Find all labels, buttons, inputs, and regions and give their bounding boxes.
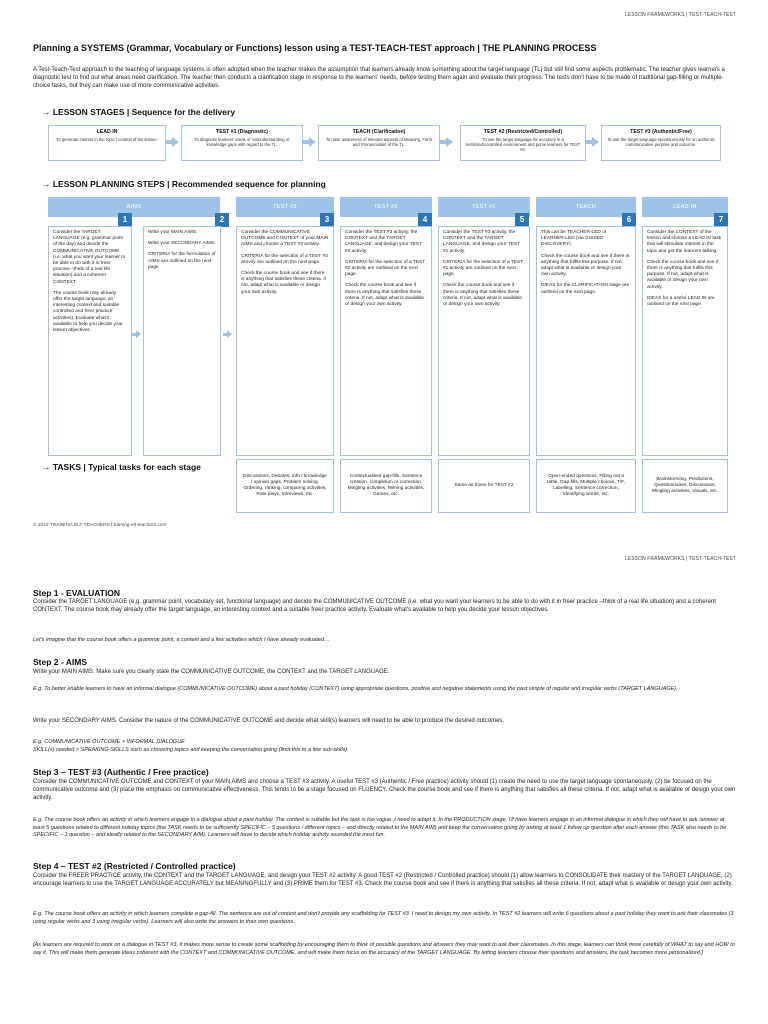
step3-title: Step 3 – TEST #3 (Authentic / Free practice) [33, 767, 209, 777]
page-header: LESSON FRAMEWORKS | TEST-TEACH-TEST [624, 12, 736, 18]
stage-title: LEAD IN [96, 129, 118, 135]
step-text: Write your SECONDARY AIMS. [148, 241, 216, 247]
planning-heading: → LESSON PLANNING STEPS | Recommended sequence for planning [42, 179, 326, 189]
task-box-test2: Contextualised gap-fills, Sentence creation, completion or correction, Mingling activities, Miming activities, Games, etc. [340, 459, 432, 513]
step-column-evaluation [48, 226, 132, 456]
page-title: Planning a SYSTEMS (Grammar, Vocabulary or Functions) lesson using a TEST-TEACH-TEST approach | THE PLANNING PROCESS [33, 43, 597, 53]
column-head-test3: TEST #3 [236, 197, 334, 217]
intro-paragraph: A Test-Teach-Test approach to the teaching of language systems is often adopted when the teacher makes the assumption that learners already know something about the target language (TL) but still find some aspects problematic. The teacher gives learners a diagnostic test to find out what areas need clarification. The teacher then conducts a clarification stage in response to the learners' needs, before testing them again and evaluate their progress. The tests don't have to be made of traditional gap-filling or multiple-choice tasks, but they can make use of more communicative activities. [33, 67, 725, 89]
stage-desc: To generate interest in the topic / context of the lesson. [56, 137, 158, 142]
step4-note: [As learners are required to work on a dialogue in TEST #3, it makes more sense to create some scaffolding by encouraging them to think of possible questions and answers they may want to ask their classmates. In this stage, learners can think more carefully of WHAT to say and HOW to say it. This will make them generate ideas coherent with the CONTEXT and COMMUNICATIVE OUTCOME, and will make them focus on the accuracy of the TARGET LANGUAGE. By letting learners choose their questions and answers, the task becomes more personalized.] [33, 942, 735, 956]
step-text: IDEAS for the CLARIFICATION stage are outlined on the next page. [541, 283, 630, 295]
copyright-line: © 2019 TRAINING ELT TEACHERS | training-elt-teachers.com [33, 523, 167, 528]
arrow-right-icon [309, 137, 316, 147]
page-header: LESSON FRAMEWORKS | TEST-TEACH-TEST [624, 556, 736, 562]
step4-text: Consider the FREER PRACTICE activity, the CONTEXT and the TARGET LANGUAGE, and design your TEST #2 activity. A good TEST #2 (Restricted / Controlled practice) should (1) allow learners to CONSOLIDATE their mastery of the TARGET LANGUAGE, (2) encourage learners to use the TARGET LANGUAGE ACCURATELY but MEANINGFULLY and (3) PRIME them for TEST #3. Check the course book and see if there is anything that satisfies all these criteria. If not, adapt what is available or design your own activity. [33, 873, 733, 887]
column-head-test1: TEST #1 [438, 197, 530, 217]
step-number-badge: 6 [622, 213, 636, 227]
step-text: CRITERIA for the formulation of AIMS are outlined on the next page [148, 252, 216, 270]
step2-example2a: E.g. COMMUNICATIVE OUTCOME > INFORMAL DIALOGUE [33, 739, 185, 745]
step-text: Check the course book and see if there is anything that satisfies these criteria. If not, adapt what is available or design your own activity. [443, 283, 522, 308]
step-column-lead-in [642, 226, 728, 456]
lesson-stages-heading: → LESSON STAGES | Sequence for the delivery [42, 107, 236, 117]
step-number-badge: 7 [714, 213, 728, 227]
task-box-test1: Same as those for TEST #2 [438, 459, 530, 513]
step2-title: Step 2 - AIMS [33, 657, 87, 667]
step-column-test3 [236, 226, 334, 456]
step-text: Consider the TEST #3 activity, the CONTEXT and the TARGET LANGUAGE, and design your TEST #1 activity. [443, 230, 520, 254]
stage-desc: To raise awareness of relevant aspects of Meaning, Form and Pronunciation of the TL. [325, 137, 433, 148]
step4-title: Step 4 – TEST #2 (Restricted / Controlled practice) [33, 861, 236, 871]
stage-box-lead-in [48, 125, 166, 161]
column-head-teach: TEACH [536, 197, 636, 217]
step-text: Consider the TEST #3 activity, the CONTEXT and the TARGET LANGUAGE, and design your TEST #2 activity. [345, 230, 422, 254]
arrow-right-icon [227, 330, 232, 338]
step-text: Consider the TARGET LANGUAGE (e.g. grammar point of the day) and decide the COMMUNICATIVE OUTCOME (i.e. what you want your learner to be able to do with it in freer practice –think of a real life situation) and a coherent CONTEXT. [53, 230, 126, 285]
stage-box-test3 [601, 125, 721, 161]
step-text: The course book may already offer the target language, an interesting context and suitable controlled and freer practice activities). Evaluate what's available to help you decide your lesson objectives. [53, 290, 123, 334]
stage-title: TEACH (Clarification) [352, 129, 406, 135]
step-number-badge: 1 [118, 213, 132, 227]
step-text: Consider the COMMUNICATIVE OUTCOME and CONTEXT of your MAIN AIMS and choose a TEST #3 activity. [241, 230, 329, 248]
stage-title: TEST #3 (Authentic/Free) [630, 129, 692, 135]
stage-desc: To use the target language spontaneously for an authentic communicative purpose and outcome. [607, 137, 715, 148]
stage-title: TEST #2 (Restricted/Controlled) [483, 129, 563, 135]
stage-box-test1 [181, 125, 303, 161]
task-box-test3: Discussions, Debates, Info / knowledge / opinion gaps, Problem solving, Ordering, ranking, comparing activities, Role-plays, Interviews, etc. [236, 459, 334, 513]
task-box-lead-in: Brainstorming, Predictions, Questionnaires, Discussions, Mingling activities, Visuals, etc. [642, 459, 728, 513]
step-text: Write your MAIN AIMS. [148, 230, 198, 235]
step-text: Check the course book and see if there is anything that fulfils this purpose. If not, adapt what is available or design your own activity. [647, 259, 719, 290]
arrow-right-icon [446, 137, 453, 147]
stage-title: TEST #1 (Diagnostic) [216, 129, 268, 135]
step-text: CRITERIA for the selection of a TEST #3 activity are outlined on the next page. [241, 253, 328, 265]
step-column-test2 [340, 226, 432, 456]
step2-text2: Write your SECONDARY AIMS. Consider the nature of the COMMUNICATIVE OUTCOME and decide what skill(s) learners will need to be able to produce the desired outcomes. [33, 718, 505, 724]
step-number-badge: 3 [320, 213, 334, 227]
step-number-badge: 2 [215, 213, 229, 227]
step2-example: E.g. To better enable learners to have an informal dialogue (COMMUNICATIVE OUTCOME) about a past holiday (CONTEXT) using appropriate questions, positive and negative statements using the past simple of regular and irregular verbs (TARGET LANGUAGE). [33, 686, 678, 692]
column-head-test2: TEST #2 [340, 197, 432, 217]
tasks-heading: → TASKS | Typical tasks for each stage [42, 462, 201, 472]
step1-title: Step 1 - EVALUATION [33, 588, 121, 598]
step-number-badge: 5 [515, 213, 529, 227]
step-text: Check the course book and see if there is anything that satisfies these criteria. If not, adapt what is available or design your own activity. [241, 271, 327, 295]
task-box-teach: Open-ended questions, Filling out a table, Gap-fills, Multiple choices, T/F, Labelling, Sentence correction, Identifying words, etc. [536, 459, 636, 513]
step-column-test1 [438, 226, 530, 456]
arrow-right-icon [172, 137, 179, 147]
step-text: Check the course book and see if there is anything that satisfies these criteria. If not, adapt what is available or design your own activity. [345, 283, 424, 308]
step3-text: Consider the COMMUNICATIVE OUTCOME and CONTEXT of your MAIN AIMS and choose a TEST #3 activity. A useful TEST #3 (Authentic / Free practice) activity should (1) create the need to use the target language spontaneously, (2) be focused on the communicative outcome and (3) place the emphasis on communicative effectiveness. This tends to be a stage focused on FLUENCY. Check the course book and see if there is anything that satisfies all these criteria. If not, adapt what is available or design your own activity. [33, 779, 736, 801]
step-column-aims [143, 226, 221, 456]
stage-desc: To use the target language for accuracy in a restricted/controlled environment and prime learners for TEST #3. [465, 137, 581, 153]
column-head-aims: AIMS [48, 197, 220, 217]
step-text: IDEAS for a useful LEAD IN are outlined on the next page. [647, 295, 715, 308]
arrow-right-icon [136, 330, 141, 338]
stage-box-test2 [460, 125, 586, 161]
step1-example: Let's imagine that the course book offers a grammar point, a context and a few activities which I have already evaluated… [33, 637, 330, 643]
step-text: Consider the CONTEXT of the lesson and choose a LEAD IN task that will stimulate interest in the topic and get the learners talking. [647, 230, 722, 254]
step4-example: E.g. The course book offers an activity in which learners complete a gap-fill. The sentence are out of context and don't provide any scaffolding for TEST #3. I need to design my own activity. In TEST #2 learners will write 6 questions about a past holiday they want to ask their classmates (3 using regular verbs and 3 using irregular verbs). Learners will also write the answers to their own questions. [33, 911, 734, 925]
arrow-right-icon [592, 137, 599, 147]
step2-example2b: SKILL(s) needed > SPEAKING SKILLS such as choosing topics and keeping the conversation going (limit this to a few sub-skills). [33, 747, 349, 753]
step-column-teach [536, 226, 636, 456]
stage-desc: To diagnose learners' areas of misunderstanding or knowledge gaps with regard to the TL. [194, 137, 290, 148]
step-number-badge: 4 [418, 213, 432, 227]
step-text: CRITERIA for the selection of a TEST #2 activity are outlined on the next page. [345, 259, 426, 278]
stage-box-teach [318, 125, 440, 161]
step3-example: E.g. The course book offers an activity in which learners engage in a dialogue about a past holiday. The context is suitable but the task is too vague. I need to adapt it. In the PRODUCTION stage, I'll have learners engage in an informal dialogue in which they will have to ask /answer at least 5 questions related to different holiday topics (the TASK needs to be sufficiently SPECIFIC – 5 questions / different topics – and directly related to the MAIN AIM) and keep the conversation going by asking at least 1 follow up question after each answer (this TASK also needs to be SPECIFIC – 1 question – and ideally related to the SECONDARY AIM). Learners will have to decide which holiday activity sounded the most fun. [33, 817, 727, 838]
step1-text: Consider the TARGET LANGUAGE (e.g. grammar point, vocabulary set, functional language) and decide the COMMUNICATIVE OUTCOME (i.e. what you want your learners to be able to do with it in freer practice –think of a real life situation) and a coherent CONTEXT. The course book may already offer the target language, an interesting context and a suitable freer practice activity. Evaluate what's available to help you decide your lesson objectives. [33, 599, 716, 613]
step2-text: Write your MAIN AIMS. Make sure you clearly state the COMMUNICATIVE OUTCOME, the CONTEXT and the TARGET LANGUAGE. [33, 669, 390, 675]
step-text: This can be TEACHER-LED or LEARNER-LED (via GUIDED DISCOVERY). [541, 230, 607, 248]
step-text: CRITERIA for the selection of a TEST #1 activity are outlined on the next page. [443, 259, 524, 278]
step-text: Check the course book and see if there is anything that fulfils this purpose. If not, adapt what is available or design your own activity. [541, 253, 630, 278]
column-head-lead-in: LEAD IN [642, 197, 728, 217]
